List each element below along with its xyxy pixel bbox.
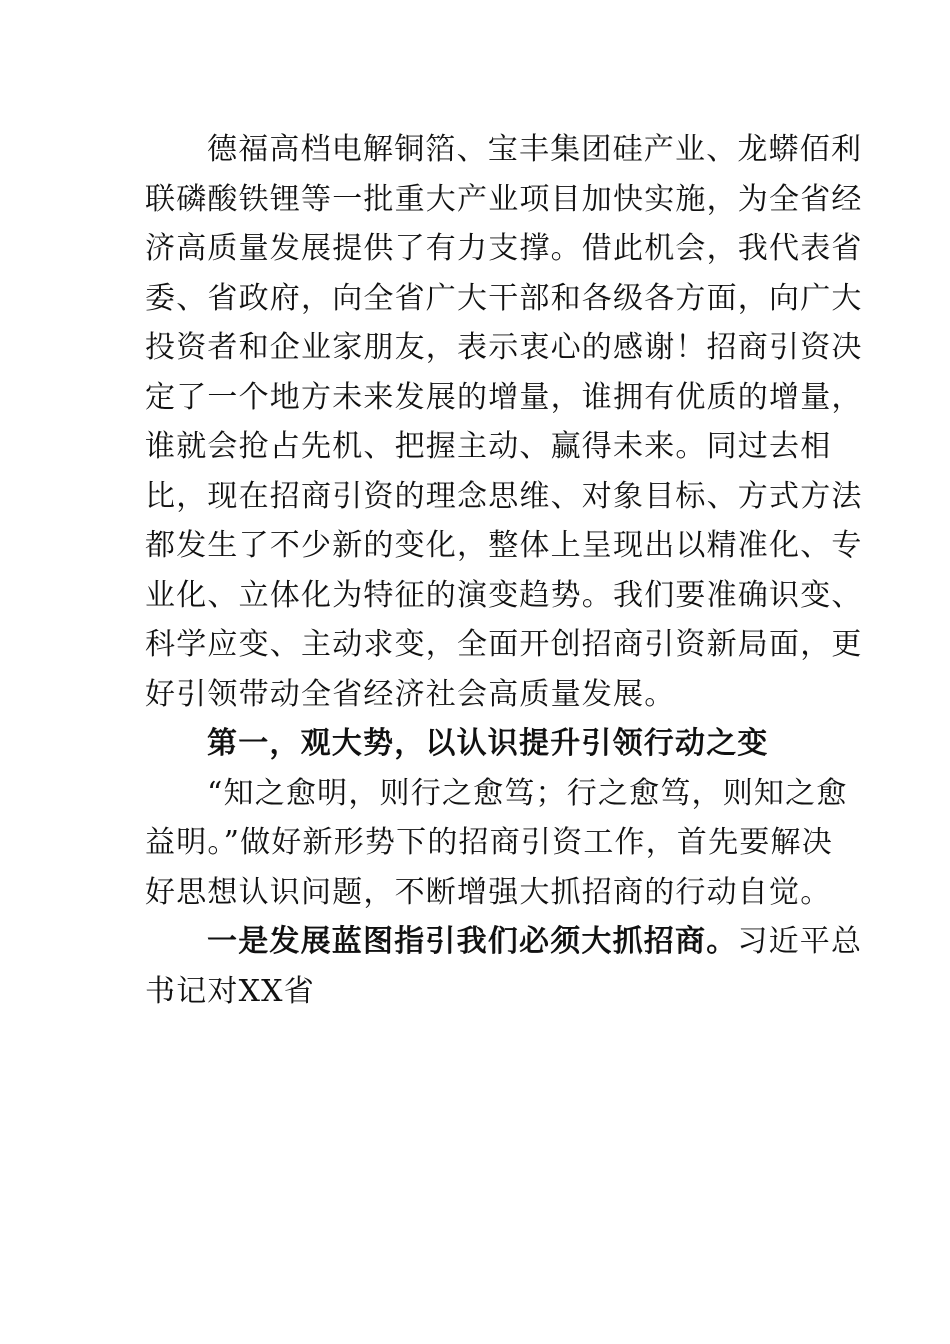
paragraph-1-line-4: 委、省政府，向全省广大干部和各级各方面，向广大 [145,281,863,316]
paragraph-1-line-1: 德福高档电解铜箔、宝丰集团硅产业、龙蟒佰利 [207,132,863,167]
subheading-normal-text: 习近平总 [737,924,863,959]
section-heading: 第一，观大势，以认识提升引领行动之变 [207,726,769,761]
paragraph-3-line-1 [207,922,863,962]
paragraph-2-line-2: 益明。”做好新形势下的招商引资工作，首先要解决 [145,825,833,860]
paragraph-1-line-11: 科学应变、主动求变，全面开创招商引资新局面，更 [145,627,863,662]
paragraph-1-line-9: 都发生了不少新的变化，整体上呈现出以精准化、专 [145,528,863,563]
paragraph-1-line-5: 投资者和企业家朋友，表示衷心的感谢！招商引资决 [145,330,863,365]
paragraph-1-line-3: 济高质量发展提供了有力支撑。借此机会，我代表省 [145,231,863,266]
paragraph-1-line-7: 谁就会抢占先机、把握主动、赢得未来。同过去相 [145,429,832,464]
paragraph-2-line-1: “知之愈明，则行之愈笃；行之愈笃，则知之愈 [207,776,848,811]
paragraph-1-line-10: 业化、立体化为特征的演变趋势。我们要准确识变、 [145,578,863,613]
paragraph-1-line-2: 联磷酸铁锂等一批重大产业项目加快实施，为全省经 [145,182,863,217]
paragraph-3-line-2: 书记对XX省 [145,974,315,1009]
paragraph-1-line-12: 好引领带动全省经济社会高质量发展。 [145,677,676,712]
subheading-bold-text: 一是发展蓝图指引我们必须大抓招商。 [207,924,738,959]
paragraph-1-line-8: 比，现在招商引资的理念思维、对象目标、方式方法 [145,479,863,514]
paragraph-2-line-3: 好思想认识问题，不断增强大抓招商的行动自觉。 [145,875,832,910]
paragraph-1-line-6: 定了一个地方未来发展的增量，谁拥有优质的增量， [145,380,863,415]
